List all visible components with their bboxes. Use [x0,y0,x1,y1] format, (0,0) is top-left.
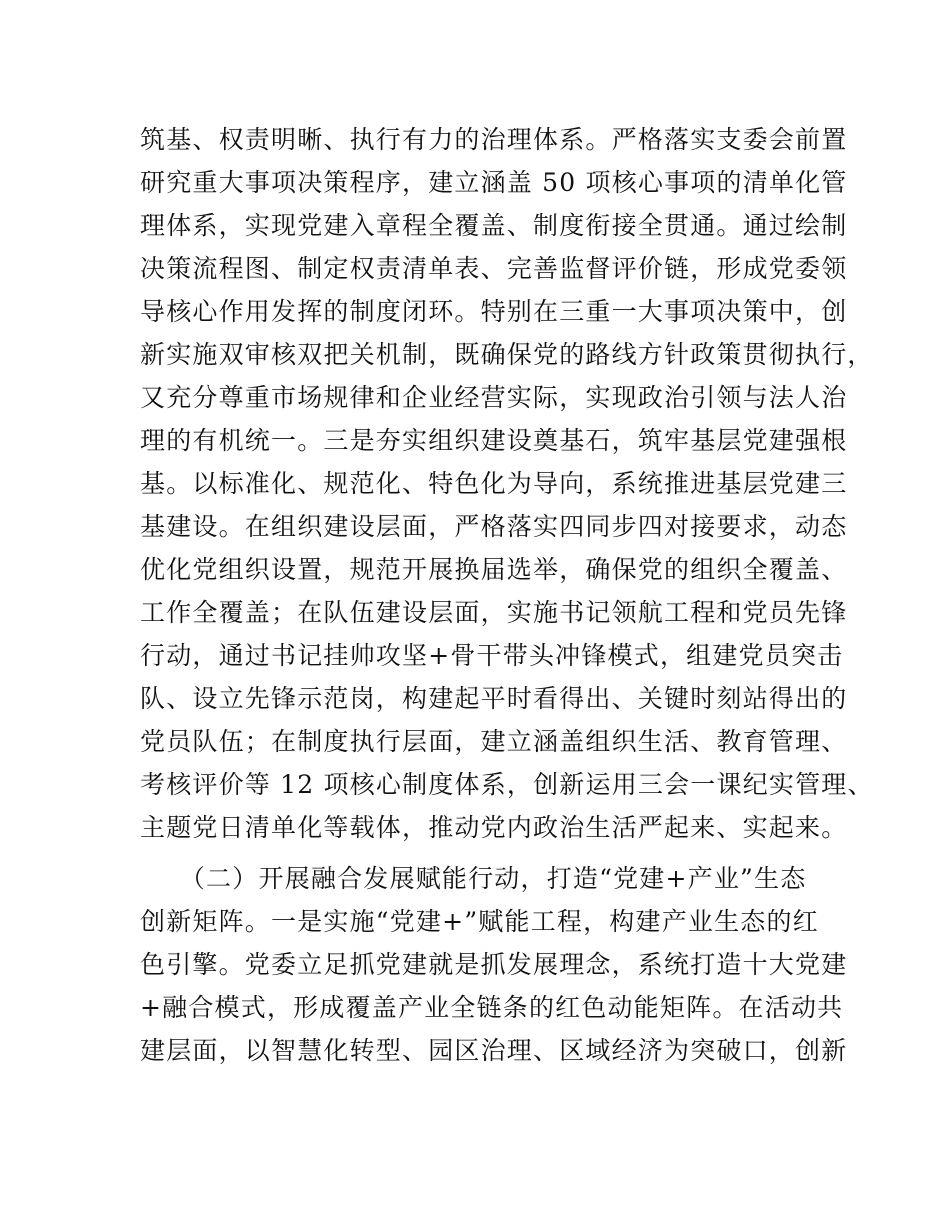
text-line: 研究重大事项决策程序，建立涵盖 50 项核心事项的清单化管 [140,168,848,197]
text-line: 基建设。在组织建设层面，严格落实四同步四对接要求，动态 [140,512,848,541]
text-line: 创新矩阵。一是实施“党建+”赋能工程，构建产业生态的红 [140,907,819,936]
text-line: +融合模式，形成覆盖产业全链条的红色动能矩阵。在活动共 [140,993,844,1022]
text-line: 主题党日清单化等载体，推动党内政治生活严起来、实起来。 [140,813,848,842]
text-line: 优化党组织设置，规范开展换届选举，确保党的组织全覆盖、 [140,555,848,584]
text-line: 考核评价等 12 项核心制度体系，创新运用三会一课纪实管理、 [140,770,874,799]
paragraph-spacer [140,849,830,857]
body-text [140,118,874,1072]
text-line: 行动，通过书记挂帅攻坚+骨干带头冲锋模式，组建党员突击 [140,641,844,670]
text-line: 理的有机统一。三是夯实组织建设奠基石，筑牢基层党建强根 [140,426,848,455]
paragraph-2 [140,857,848,1072]
text-line: 建层面，以智慧化转型、园区治理、区域经济为突破口，创新 [140,1036,848,1065]
text-line: 导核心作用发挥的制度闭环。特别在三重一大事项决策中，创 [140,297,848,326]
text-line: 党员队伍；在制度执行层面，建立涵盖组织生活、教育管理、 [140,727,848,756]
text-line: 决策流程图、制定权责清单表、完善监督评价链，形成党委领 [140,254,848,283]
text-line: 基。以标准化、规范化、特色化为导向，系统推进基层党建三 [140,469,848,498]
paragraph-1 [140,118,874,849]
text-line: 理体系，实现党建入章程全覆盖、制度衔接全贯通。通过绘制 [140,211,848,240]
text-line: 又充分尊重市场规律和企业经营实际，实现政治引领与法人治 [140,383,848,412]
text-line: （二）开展融合发展赋能行动，打造“党建+产业”生态 [140,864,807,893]
text-line: 新实施双审核双把关机制，既确保党的路线方针政策贯彻执行， [140,340,874,369]
text-line: 色引擎。党委立足抓党建就是抓发展理念，系统打造十大党建 [140,950,848,979]
text-line: 筑基、权责明晰、执行有力的治理体系。严格落实支委会前置 [140,125,848,154]
text-line: 工作全覆盖；在队伍建设层面，实施书记领航工程和党员先锋 [140,598,848,627]
text-line: 队、设立先锋示范岗，构建起平时看得出、关键时刻站得出的 [140,684,848,713]
